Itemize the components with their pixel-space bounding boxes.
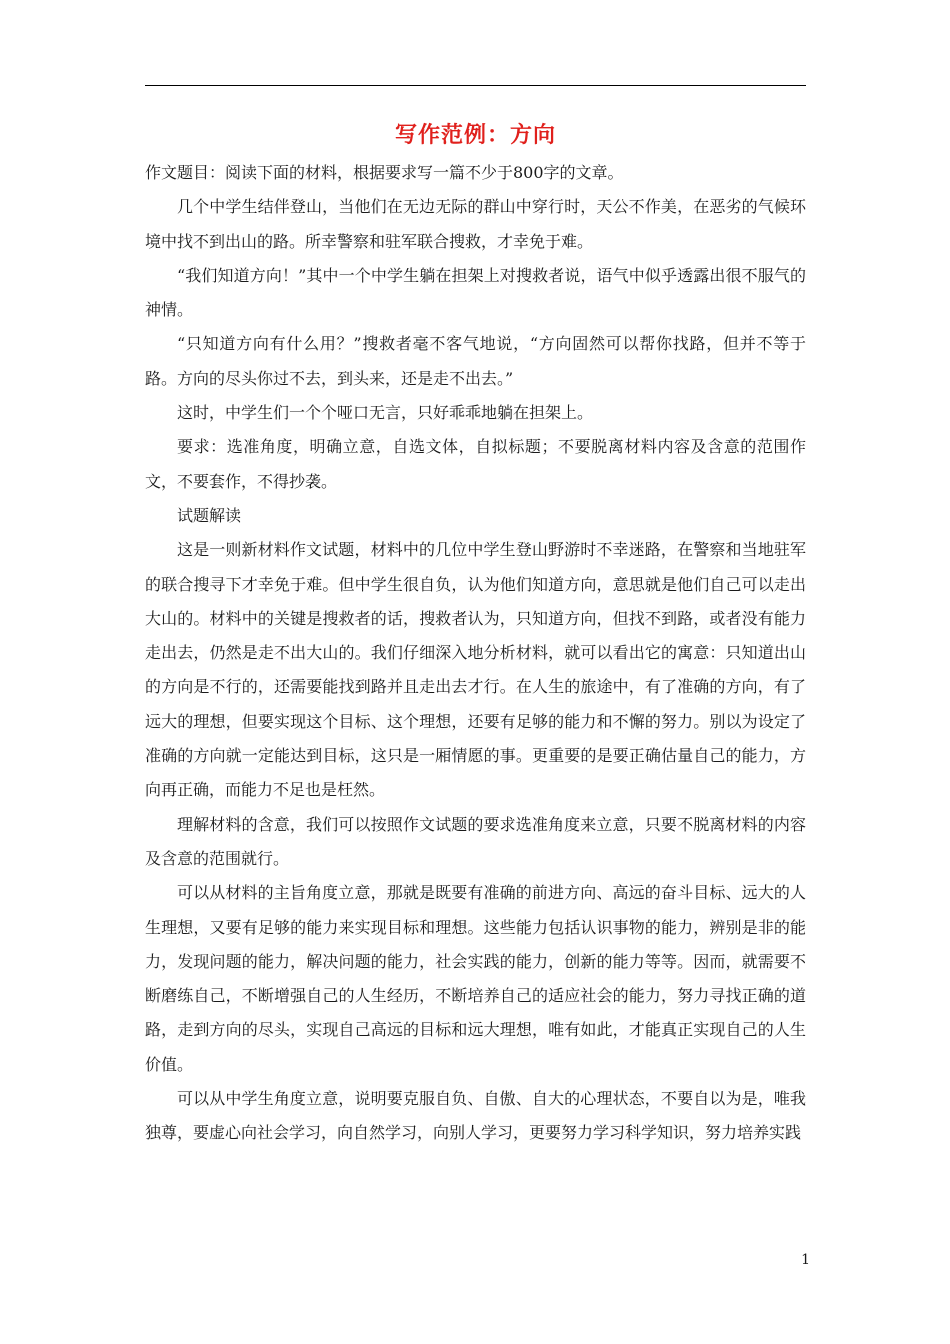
material-paragraph: 这时，中学生们一个个哑口无言，只好乖乖地躺在担架上。 xyxy=(177,403,594,423)
analysis-paragraph: 可以从中学生角度立意，说明要克服自负、自傲、自大的心理状态，不要自以为是，唯我独尊，要虚心向社会学习，向自然学习，向别人学习，更要努力学习科学知识，努力培养实践 xyxy=(145,1089,806,1143)
document-title: 写作范例：方向 xyxy=(394,122,556,148)
material-paragraph: “我们知道方向！”其中一个中学生躺在担架上对搜救者说，语气中似乎透露出很不服气的神情。 xyxy=(145,265,806,320)
material-paragraph: 几个中学生结伴登山，当他们在无边无际的群山中穿行时，天公不作美，在恶劣的气候环境中找不到出山的路。所幸警察和驻军联合搜救，才幸免于难。 xyxy=(145,197,806,251)
requirements-paragraph: 要求：选准角度，明确立意，自选文体，自拟标题；不要脱离材料内容及含意的范围作文，不要套作，不得抄袭。 xyxy=(145,437,806,491)
material-paragraph: “只知道方向有什么用？”搜救者毫不客气地说，“方向固然可以帮你找路，但并不等于路。方向的尽头你过不去，到头来，还是走不出去。” xyxy=(145,334,806,388)
section-heading: 试题解读 xyxy=(177,505,242,525)
header-rule xyxy=(145,85,806,86)
analysis-paragraph: 可以从材料的主旨角度立意，那就是既要有准确的前进方向、高远的奋斗目标、远大的人生理想，又要有足够的能力来实现目标和理想。这些能力包括认识事物的能力，辨别是非的能力，发现问题的能力，解决问题的能力，社会实践的能力，创新的能力等等。因而，就需要不断磨练自己，不断增强自己的人生经历，不断培养自己的适应社会的能力，努力寻找正确的道路，走到方向的尽头，实现自己高远的目标和远大理想，唯有如此，才能真正实现自己的人生价值。 xyxy=(145,883,806,1074)
analysis-paragraph: 这是一则新材料作文试题，材料中的几位中学生登山野游时不幸迷路，在警察和当地驻军的联合搜寻下才幸免于难。但中学生很自负，认为他们知道方向，意思就是他们自己可以走出大山的。材料中的关键是搜救者的话，搜救者认为，只知道方向，但找不到路，或者没有能力走出去，仍然是走不出大山的。我们仔细深入地分析材料，就可以看出它的寓意：只知道出山的方向是不行的，还需要能找到路并且走出去才行。在人生的旅途中，有了准确的方向，有了远大的理想，但要实现这个目标、这个理想，还要有足够的能力和不懈的努力。别以为设定了准确的方向就一定能达到目标，这只是一厢情愿的事。更重要的是要正确估量自己的能力，方向再正确，而能力不足也是枉然。 xyxy=(145,540,806,800)
prompt-line: 作文题目：阅读下面的材料，根据要求写一篇不少于800字的文章。 xyxy=(145,163,624,182)
document-body xyxy=(145,156,806,1151)
analysis-paragraph: 理解材料的含意，我们可以按照作文试题的要求选准角度来立意，只要不脱离材料的内容及含意的范围就行。 xyxy=(145,814,806,868)
page-number: 1 xyxy=(801,1252,810,1268)
